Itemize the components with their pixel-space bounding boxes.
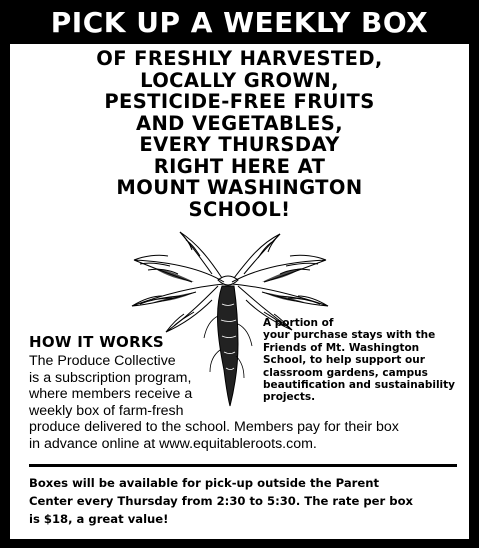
how-it-works-line: The Produce Collective bbox=[29, 353, 176, 369]
how-it-works-heading: HOW IT WORKS bbox=[29, 333, 164, 351]
how-it-works-line: where members receive a bbox=[29, 386, 193, 403]
how-it-works-line: produce delivered to the school. Members pay for their box bbox=[29, 419, 399, 436]
headline-line: PESTICIDE-FREE FRUITS bbox=[104, 90, 375, 113]
headline-line: OF FRESHLY HARVESTED, bbox=[96, 47, 383, 70]
side-note-line: Friends of Mt. Washington bbox=[263, 341, 420, 354]
headline-line: RIGHT HERE AT bbox=[153, 154, 326, 178]
how-it-works-text bbox=[29, 353, 463, 453]
pickup-info bbox=[29, 474, 463, 528]
side-note-line: classroom gardens, campus bbox=[263, 366, 428, 379]
headline-line: EVERY THURSDAY bbox=[139, 133, 340, 156]
headline-line: LOCALLY GROWN, bbox=[140, 68, 339, 92]
pickup-line: Boxes will be available for pick-up outside the Parent bbox=[29, 476, 380, 490]
side-note-line: School, to help support our bbox=[263, 354, 425, 367]
banner-title: PICK UP A WEEKLY BOX bbox=[50, 5, 429, 39]
headline-line: AND VEGETABLES, bbox=[135, 111, 344, 135]
content-panel bbox=[10, 44, 469, 539]
headline-line: SCHOOL! bbox=[188, 197, 291, 221]
how-it-works-line: is a subscription program, bbox=[29, 369, 192, 386]
side-note-line: your purchase stays with the bbox=[263, 329, 436, 342]
how-it-works-line: weekly box of farm-fresh bbox=[29, 402, 184, 419]
pickup-line: is $18, a great value! bbox=[29, 512, 169, 526]
divider bbox=[29, 464, 457, 467]
pickup-line: Center every Thursday from 2:30 to 5:30. The rate per box bbox=[29, 494, 414, 508]
side-note-line: beautification and sustainability bbox=[263, 379, 456, 392]
how-it-works-line: in advance online at www.equitableroots.com. bbox=[29, 435, 317, 452]
headline-line: MOUNT WASHINGTON bbox=[116, 176, 363, 199]
side-note-line: A portion of bbox=[263, 317, 334, 329]
side-note-line: projects. bbox=[263, 391, 316, 404]
headline bbox=[10, 48, 469, 220]
